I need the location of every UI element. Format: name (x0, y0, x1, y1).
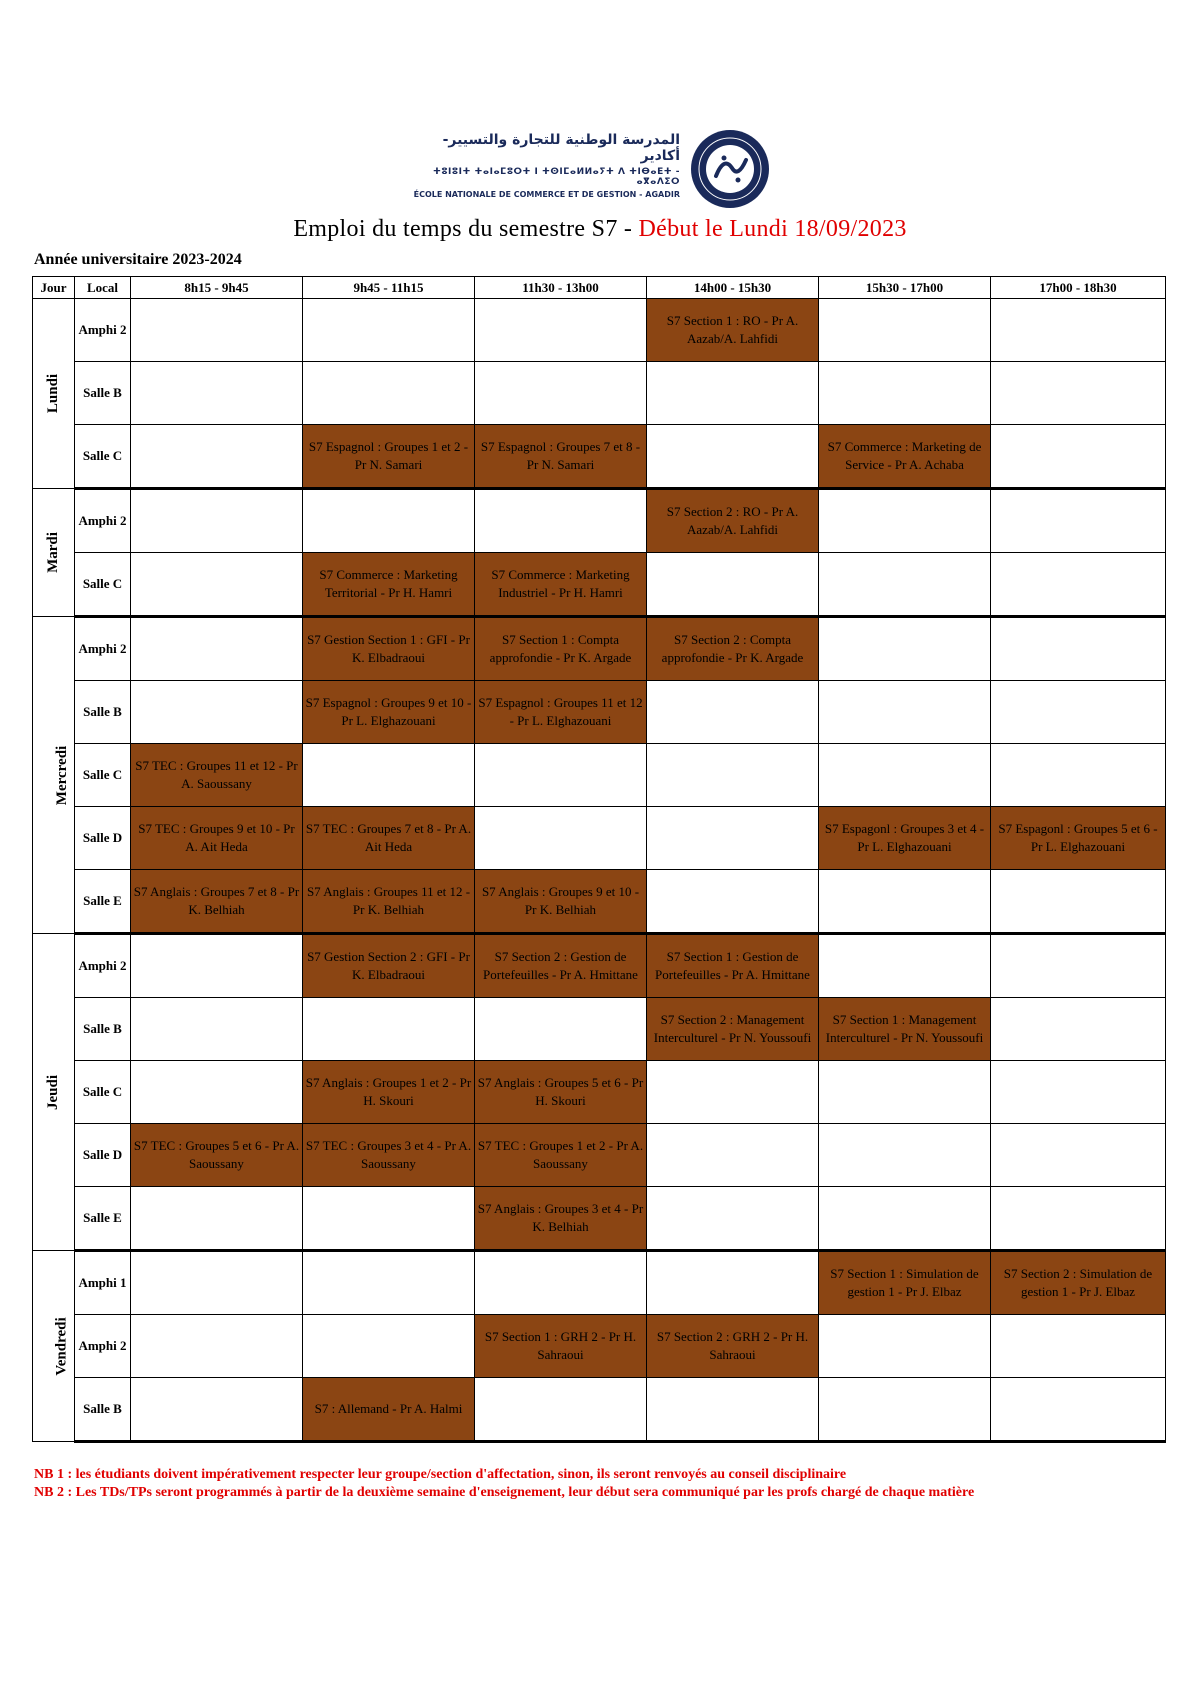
room-cell: Amphi 2 (75, 1315, 131, 1378)
room-cell: Salle B (75, 1378, 131, 1442)
note-1: NB 1 : les étudiants doivent impérativement respecter leur groupe/section d'affectation, sinon, ils seront renvoyés au conseil disciplinaire (34, 1467, 847, 1482)
empty-cell (647, 744, 819, 807)
course-cell: S7 Gestion Section 2 : GFI - Pr K. Elbadraoui (303, 934, 475, 998)
room-cell: Amphi 2 (75, 934, 131, 998)
empty-cell (475, 489, 647, 553)
course-cell: S7 Anglais : Groupes 3 et 4 - Pr K. Belhiah (475, 1187, 647, 1251)
table-row (33, 362, 1166, 425)
empty-cell (303, 998, 475, 1061)
logo-text-block (410, 132, 680, 199)
empty-cell (991, 425, 1166, 489)
day-cell (33, 1251, 75, 1442)
table-row (33, 617, 1166, 681)
table-row (33, 807, 1166, 870)
empty-cell (475, 998, 647, 1061)
course-cell: S7 Anglais : Groupes 7 et 8 - Pr K. Belhiah (131, 870, 303, 934)
academic-year: Année universitaire 2023-2024 (34, 251, 242, 268)
empty-cell (991, 870, 1166, 934)
day-label: Lundi (44, 373, 61, 414)
empty-cell (991, 489, 1166, 553)
table-row (33, 1315, 1166, 1378)
empty-cell (819, 299, 991, 362)
empty-cell (303, 299, 475, 362)
course-cell: S7 Anglais : Groupes 1 et 2 - Pr H. Skouri (303, 1061, 475, 1124)
room-cell: Amphi 2 (75, 299, 131, 362)
day-cell (33, 934, 75, 1251)
header-row (33, 277, 1166, 299)
day-cell (33, 617, 75, 934)
empty-cell (991, 553, 1166, 617)
day-label: Mercredi (54, 745, 71, 805)
timetable (32, 276, 1166, 1443)
table-row (33, 1187, 1166, 1251)
course-cell: S7 Section 2 : Management Interculturel - Pr N. Youssoufi (647, 998, 819, 1061)
room-cell: Salle D (75, 807, 131, 870)
page-title (0, 216, 1200, 243)
course-cell: S7 Section 2 : Gestion de Portefeuilles - Pr A. Hmittane (475, 934, 647, 998)
title-main: Emploi du temps du semestre S7 - (293, 216, 639, 242)
empty-cell (991, 744, 1166, 807)
course-cell: S7 Section 1 : Compta approfondie - Pr K. Argade (475, 617, 647, 681)
timetable-body (33, 299, 1166, 1442)
empty-cell (991, 1315, 1166, 1378)
empty-cell (647, 1124, 819, 1187)
day-cell (33, 299, 75, 489)
room-cell: Salle E (75, 1187, 131, 1251)
room-cell: Amphi 2 (75, 617, 131, 681)
room-cell: Salle E (75, 870, 131, 934)
header-slot: 9h45 - 11h15 (303, 277, 475, 299)
empty-cell (131, 998, 303, 1061)
empty-cell (991, 1187, 1166, 1251)
empty-cell (991, 934, 1166, 998)
table-row (33, 998, 1166, 1061)
empty-cell (819, 489, 991, 553)
course-cell: S7 Section 2 : Compta approfondie - Pr K. Argade (647, 617, 819, 681)
empty-cell (303, 362, 475, 425)
logo-tifinagh-name: ⵜⵓⵏⵓⵏⵜ ⵜⴰⵏⴰⵎⵓⵔⵜ ⵏ ⵜⵙⵏⵎⴰⵍⵍⴰⵢⵜ ⴷ ⵜⵏⴱⴰⴹⵜ - ⴰⴳⴰⴷⵉⵔ (432, 167, 680, 187)
empty-cell (303, 1187, 475, 1251)
course-cell: S7 Espagnol : Groupes 1 et 2 - Pr N. Samari (303, 425, 475, 489)
empty-cell (991, 617, 1166, 681)
room-cell: Amphi 2 (75, 489, 131, 553)
empty-cell (991, 998, 1166, 1061)
empty-cell (475, 807, 647, 870)
table-row (33, 681, 1166, 744)
course-cell: S7 Section 2 : Simulation de gestion 1 - Pr J. Elbaz (991, 1251, 1166, 1315)
note-2: NB 2 : Les TDs/TPs seront programmés à partir de la deuxième semaine d'enseignement, leur début sera communiqué par les profs chargé de chaque matière (34, 1485, 975, 1500)
empty-cell (819, 1061, 991, 1124)
empty-cell (131, 1378, 303, 1442)
empty-cell (131, 1187, 303, 1251)
university-seal-icon (680, 128, 780, 210)
day-label: Mardi (44, 532, 61, 573)
course-cell: S7 TEC : Groupes 1 et 2 - Pr A. Saoussany (475, 1124, 647, 1187)
empty-cell (303, 744, 475, 807)
logo-arabic-name: المدرسة الوطنية للتجارة والتسيير-أكادير (442, 132, 680, 164)
empty-cell (131, 1315, 303, 1378)
header-room: Local (75, 277, 131, 299)
empty-cell (475, 362, 647, 425)
empty-cell (131, 425, 303, 489)
day-label: Jeudi (44, 1074, 61, 1110)
header-day: Jour (33, 277, 75, 299)
empty-cell (647, 1187, 819, 1251)
table-row (33, 1378, 1166, 1442)
table-row (33, 489, 1166, 553)
course-cell: S7 Gestion Section 1 : GFI - Pr K. Elbadraoui (303, 617, 475, 681)
empty-cell (131, 1061, 303, 1124)
empty-cell (647, 1061, 819, 1124)
course-cell: S7 TEC : Groupes 11 et 12 - Pr A. Saoussany (131, 744, 303, 807)
table-row (33, 1124, 1166, 1187)
course-cell: S7 : Allemand - Pr A. Halmi (303, 1378, 475, 1442)
empty-cell (819, 1315, 991, 1378)
empty-cell (819, 553, 991, 617)
course-cell: S7 Espagnol : Groupes 11 et 12 - Pr L. Elghazouani (475, 681, 647, 744)
empty-cell (131, 934, 303, 998)
empty-cell (647, 425, 819, 489)
table-row (33, 1061, 1166, 1124)
course-cell: S7 Commerce : Marketing Territorial - Pr H. Hamri (303, 553, 475, 617)
empty-cell (819, 681, 991, 744)
school-logo (410, 128, 790, 210)
empty-cell (131, 553, 303, 617)
empty-cell (991, 681, 1166, 744)
room-cell: Salle C (75, 553, 131, 617)
empty-cell (475, 1378, 647, 1442)
empty-cell (819, 1187, 991, 1251)
course-cell: S7 Section 1 : RO - Pr A. Aazab/A. Lahfidi (647, 299, 819, 362)
table-row (33, 744, 1166, 807)
room-cell: Salle B (75, 681, 131, 744)
empty-cell (647, 807, 819, 870)
header-slot: 11h30 - 13h00 (475, 277, 647, 299)
header-slot: 15h30 - 17h00 (819, 277, 991, 299)
empty-cell (819, 617, 991, 681)
course-cell: S7 Espagnol : Groupes 7 et 8 - Pr N. Samari (475, 425, 647, 489)
course-cell: S7 Anglais : Groupes 11 et 12 - Pr K. Belhiah (303, 870, 475, 934)
room-cell: Salle C (75, 744, 131, 807)
course-cell: S7 TEC : Groupes 3 et 4 - Pr A. Saoussany (303, 1124, 475, 1187)
empty-cell (131, 1251, 303, 1315)
empty-cell (819, 1378, 991, 1442)
course-cell: S7 Espagonl : Groupes 3 et 4 - Pr L. Elghazouani (819, 807, 991, 870)
course-cell: S7 Section 1 : Gestion de Portefeuilles - Pr A. Hmittane (647, 934, 819, 998)
empty-cell (819, 870, 991, 934)
title-start-date: Début le Lundi 18/09/2023 (638, 216, 907, 242)
empty-cell (303, 1251, 475, 1315)
course-cell: S7 Commerce : Marketing de Service - Pr A. Achaba (819, 425, 991, 489)
room-cell: Salle D (75, 1124, 131, 1187)
empty-cell (647, 681, 819, 744)
logo-french-name: ÉCOLE NATIONALE DE COMMERCE ET DE GESTION - AGADIR (413, 190, 680, 199)
header-slot: 8h15 - 9h45 (131, 277, 303, 299)
empty-cell (991, 1061, 1166, 1124)
table-row (33, 299, 1166, 362)
table-row (33, 553, 1166, 617)
empty-cell (647, 1251, 819, 1315)
course-cell: S7 Espagonl : Groupes 5 et 6 - Pr L. Elghazouani (991, 807, 1166, 870)
empty-cell (647, 870, 819, 934)
course-cell: S7 Commerce : Marketing Industriel - Pr H. Hamri (475, 553, 647, 617)
empty-cell (303, 1315, 475, 1378)
course-cell: S7 Section 2 : GRH 2 - Pr H. Sahraoui (647, 1315, 819, 1378)
empty-cell (991, 362, 1166, 425)
room-cell: Amphi 1 (75, 1251, 131, 1315)
empty-cell (991, 1378, 1166, 1442)
empty-cell (991, 299, 1166, 362)
header-slot: 14h00 - 15h30 (647, 277, 819, 299)
empty-cell (131, 299, 303, 362)
course-cell: S7 Anglais : Groupes 5 et 6 - Pr H. Skouri (475, 1061, 647, 1124)
table-row (33, 1251, 1166, 1315)
room-cell: Salle C (75, 425, 131, 489)
course-cell: S7 Section 1 : Simulation de gestion 1 - Pr J. Elbaz (819, 1251, 991, 1315)
room-cell: Salle B (75, 362, 131, 425)
empty-cell (131, 362, 303, 425)
room-cell: Salle B (75, 998, 131, 1061)
empty-cell (819, 1124, 991, 1187)
empty-cell (991, 1124, 1166, 1187)
header-slot: 17h00 - 18h30 (991, 277, 1166, 299)
empty-cell (131, 489, 303, 553)
table-row (33, 425, 1166, 489)
empty-cell (475, 299, 647, 362)
empty-cell (819, 362, 991, 425)
room-cell: Salle C (75, 1061, 131, 1124)
empty-cell (819, 934, 991, 998)
table-row (33, 934, 1166, 998)
table-row (33, 870, 1166, 934)
empty-cell (647, 362, 819, 425)
empty-cell (303, 489, 475, 553)
day-label: Vendredi (53, 1316, 70, 1376)
empty-cell (131, 681, 303, 744)
course-cell: S7 Section 1 : GRH 2 - Pr H. Sahraoui (475, 1315, 647, 1378)
empty-cell (475, 1251, 647, 1315)
empty-cell (819, 744, 991, 807)
empty-cell (131, 617, 303, 681)
course-cell: S7 Espagnol : Groupes 9 et 10 - Pr L. Elghazouani (303, 681, 475, 744)
course-cell: S7 TEC : Groupes 5 et 6 - Pr A. Saoussany (131, 1124, 303, 1187)
empty-cell (647, 1378, 819, 1442)
course-cell: S7 Section 1 : Management Interculturel - Pr N. Youssoufi (819, 998, 991, 1061)
empty-cell (475, 744, 647, 807)
course-cell: S7 TEC : Groupes 7 et 8 - Pr A. Ait Heda (303, 807, 475, 870)
course-cell: S7 TEC : Groupes 9 et 10 - Pr A. Ait Heda (131, 807, 303, 870)
day-cell (33, 489, 75, 617)
course-cell: S7 Section 2 : RO - Pr A. Aazab/A. Lahfidi (647, 489, 819, 553)
course-cell: S7 Anglais : Groupes 9 et 10 - Pr K. Belhiah (475, 870, 647, 934)
empty-cell (647, 553, 819, 617)
